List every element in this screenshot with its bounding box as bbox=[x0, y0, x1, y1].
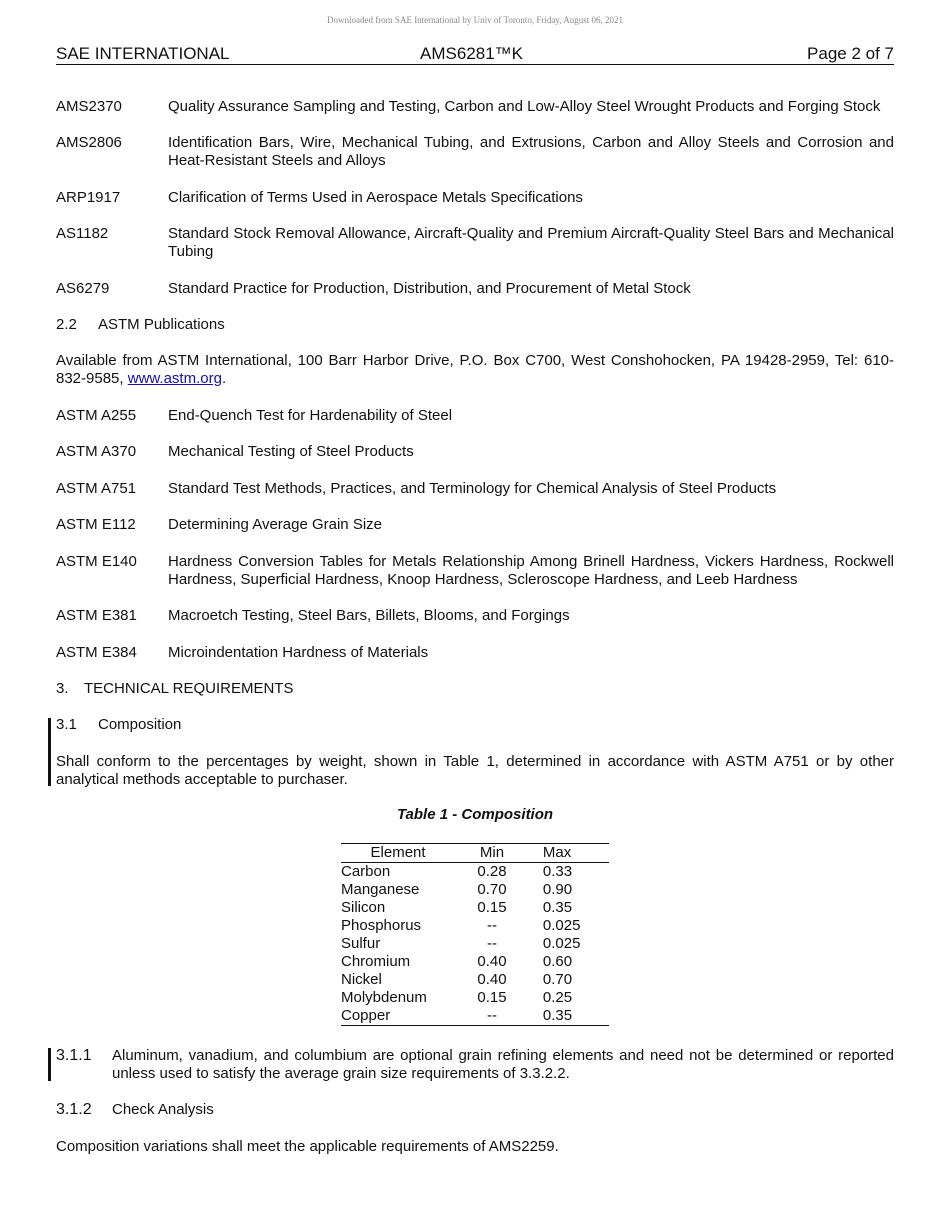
reference-code: AS1182 bbox=[56, 225, 109, 242]
reference-title: Microindentation Hardness of Materials bbox=[168, 644, 429, 661]
subsection-number: 3.1.1 bbox=[56, 1047, 92, 1064]
header-page-number: Page 2 of 7 bbox=[807, 44, 894, 63]
reference-title: End-Quench Test for Hardenability of Steel bbox=[168, 407, 453, 424]
element-cell: Copper bbox=[341, 1007, 391, 1024]
table-row bbox=[341, 953, 609, 971]
min-cell: 0.28 bbox=[477, 863, 507, 880]
subsection-text: Aluminum, vanadium, and columbium are optional grain refining elements and need not be determined or reported unless used to satisfy the average grain size requirements of 3.3.2.2. bbox=[112, 1047, 894, 1082]
element-cell: Sulfur bbox=[341, 935, 381, 952]
section-heading-3-1 bbox=[56, 716, 181, 734]
availability-end: . bbox=[221, 370, 227, 387]
element-cell: Manganese bbox=[341, 881, 420, 898]
reference-code: ASTM E140 bbox=[56, 553, 137, 570]
astm-availability-paragraph bbox=[56, 352, 894, 388]
table-row bbox=[341, 1007, 609, 1026]
element-cell: Phosphorus bbox=[341, 917, 422, 934]
reference-code: AS6279 bbox=[56, 280, 110, 297]
table-row bbox=[341, 989, 609, 1007]
reference-title: Mechanical Testing of Steel Products bbox=[168, 443, 414, 460]
reference-title: Hardness Conversion Tables for Metals Relationship Among Brinell Hardness, Vickers Hardness, Rockwell Hardness, Superficial Hardness, Knoop Hardness, Scleroscope Hardness, and Leeb Hardness bbox=[168, 553, 894, 588]
min-cell: -- bbox=[487, 1007, 497, 1024]
column-header-max: Max bbox=[529, 844, 609, 863]
min-cell: 0.15 bbox=[477, 989, 507, 1006]
subsection-title: Check Analysis bbox=[112, 1101, 214, 1118]
max-cell: 0.60 bbox=[542, 953, 573, 970]
reference-title: Macroetch Testing, Steel Bars, Billets, Blooms, and Forgings bbox=[168, 607, 570, 624]
section-title: ASTM Publications bbox=[98, 316, 225, 333]
max-cell: 0.025 bbox=[542, 917, 581, 934]
reference-title: Clarification of Terms Used in Aerospace Metals Specifications bbox=[168, 189, 583, 206]
element-cell: Chromium bbox=[341, 953, 411, 970]
header-organization: SAE INTERNATIONAL bbox=[56, 44, 230, 63]
reference-code: ARP1917 bbox=[56, 189, 121, 206]
section-heading-3 bbox=[56, 680, 293, 698]
table-header-row bbox=[341, 844, 609, 863]
max-cell: 0.70 bbox=[542, 971, 573, 988]
max-cell: 0.33 bbox=[542, 863, 573, 880]
table-row bbox=[341, 935, 609, 953]
page-header bbox=[56, 44, 894, 65]
composition-table bbox=[341, 843, 609, 1026]
section-title: Composition bbox=[98, 716, 182, 733]
table-caption: Table 1 - Composition bbox=[396, 806, 554, 823]
max-cell: 0.25 bbox=[542, 989, 573, 1006]
max-cell: 0.90 bbox=[542, 881, 573, 898]
reference-code: ASTM A751 bbox=[56, 480, 137, 497]
min-cell: -- bbox=[487, 917, 497, 934]
table-row bbox=[341, 863, 609, 882]
reference-code: ASTM A255 bbox=[56, 407, 137, 424]
table-row bbox=[341, 971, 609, 989]
element-cell: Molybdenum bbox=[341, 989, 427, 1006]
section-title: TECHNICAL REQUIREMENTS bbox=[84, 680, 294, 697]
download-watermark: Downloaded from SAE International by Univ of Toronto, Friday, August 06, 2021 bbox=[326, 15, 624, 25]
section-number: 3. bbox=[56, 680, 69, 697]
min-cell: 0.15 bbox=[477, 899, 507, 916]
max-cell: 0.35 bbox=[542, 1007, 573, 1024]
min-cell: 0.40 bbox=[477, 953, 507, 970]
min-cell: 0.40 bbox=[477, 971, 507, 988]
element-cell: Silicon bbox=[341, 899, 386, 916]
reference-title: Identification Bars, Wire, Mechanical Tubing, and Extrusions, Carbon and Alloy Steels and Corrosion and Heat-Resistant Steels and Alloys bbox=[168, 134, 894, 169]
element-cell: Nickel bbox=[341, 971, 382, 988]
table-row bbox=[341, 917, 609, 935]
subsection-number: 3.1.2 bbox=[56, 1101, 92, 1118]
reference-code: ASTM A370 bbox=[56, 443, 137, 460]
section-number: 3.1 bbox=[56, 716, 77, 733]
table-row bbox=[341, 881, 609, 899]
min-cell: -- bbox=[487, 935, 497, 952]
reference-title: Standard Test Methods, Practices, and Terminology for Chemical Analysis of Steel Products bbox=[168, 480, 777, 497]
reference-title: Standard Stock Removal Allowance, Aircraft-Quality and Premium Aircraft-Quality Steel Bars and Mechanical Tubing bbox=[168, 225, 894, 260]
section-heading-2-2 bbox=[56, 316, 225, 334]
revision-change-bar bbox=[48, 1048, 51, 1081]
reference-code: AMS2806 bbox=[56, 134, 122, 151]
max-cell: 0.025 bbox=[542, 935, 581, 952]
header-document-number: AMS6281™K bbox=[420, 44, 523, 63]
reference-title: Determining Average Grain Size bbox=[168, 516, 382, 533]
reference-code: ASTM E384 bbox=[56, 644, 137, 661]
table-row bbox=[341, 899, 609, 917]
composition-paragraph: Shall conform to the percentages by weight, shown in Table 1, determined in accordance with ASTM A751 or by other analytical methods acceptable to purchaser. bbox=[56, 753, 894, 788]
availability-text: Available from ASTM International, 100 Barr Harbor Drive, P.O. Box C700, West Conshohocken, PA 19428-2959, Tel: 610-832-9585, bbox=[56, 352, 894, 387]
max-cell: 0.35 bbox=[542, 899, 573, 916]
min-cell: 0.70 bbox=[477, 881, 507, 898]
element-cell: Carbon bbox=[341, 863, 391, 880]
section-number: 2.2 bbox=[56, 316, 77, 333]
reference-title: Standard Practice for Production, Distribution, and Procurement of Metal Stock bbox=[168, 280, 691, 297]
reference-code: ASTM E381 bbox=[56, 607, 137, 624]
reference-title: Quality Assurance Sampling and Testing, Carbon and Low-Alloy Steel Wrought Products and Forging Stock bbox=[168, 98, 881, 115]
check-analysis-paragraph: Composition variations shall meet the applicable requirements of AMS2259. bbox=[56, 1138, 559, 1155]
column-header-min: Min bbox=[455, 844, 529, 863]
reference-code: AMS2370 bbox=[56, 98, 122, 115]
column-header-element: Element bbox=[341, 844, 455, 863]
revision-change-bar bbox=[48, 718, 51, 786]
astm-website-link[interactable]: www.astm.org bbox=[127, 370, 222, 387]
reference-code: ASTM E112 bbox=[56, 516, 136, 533]
